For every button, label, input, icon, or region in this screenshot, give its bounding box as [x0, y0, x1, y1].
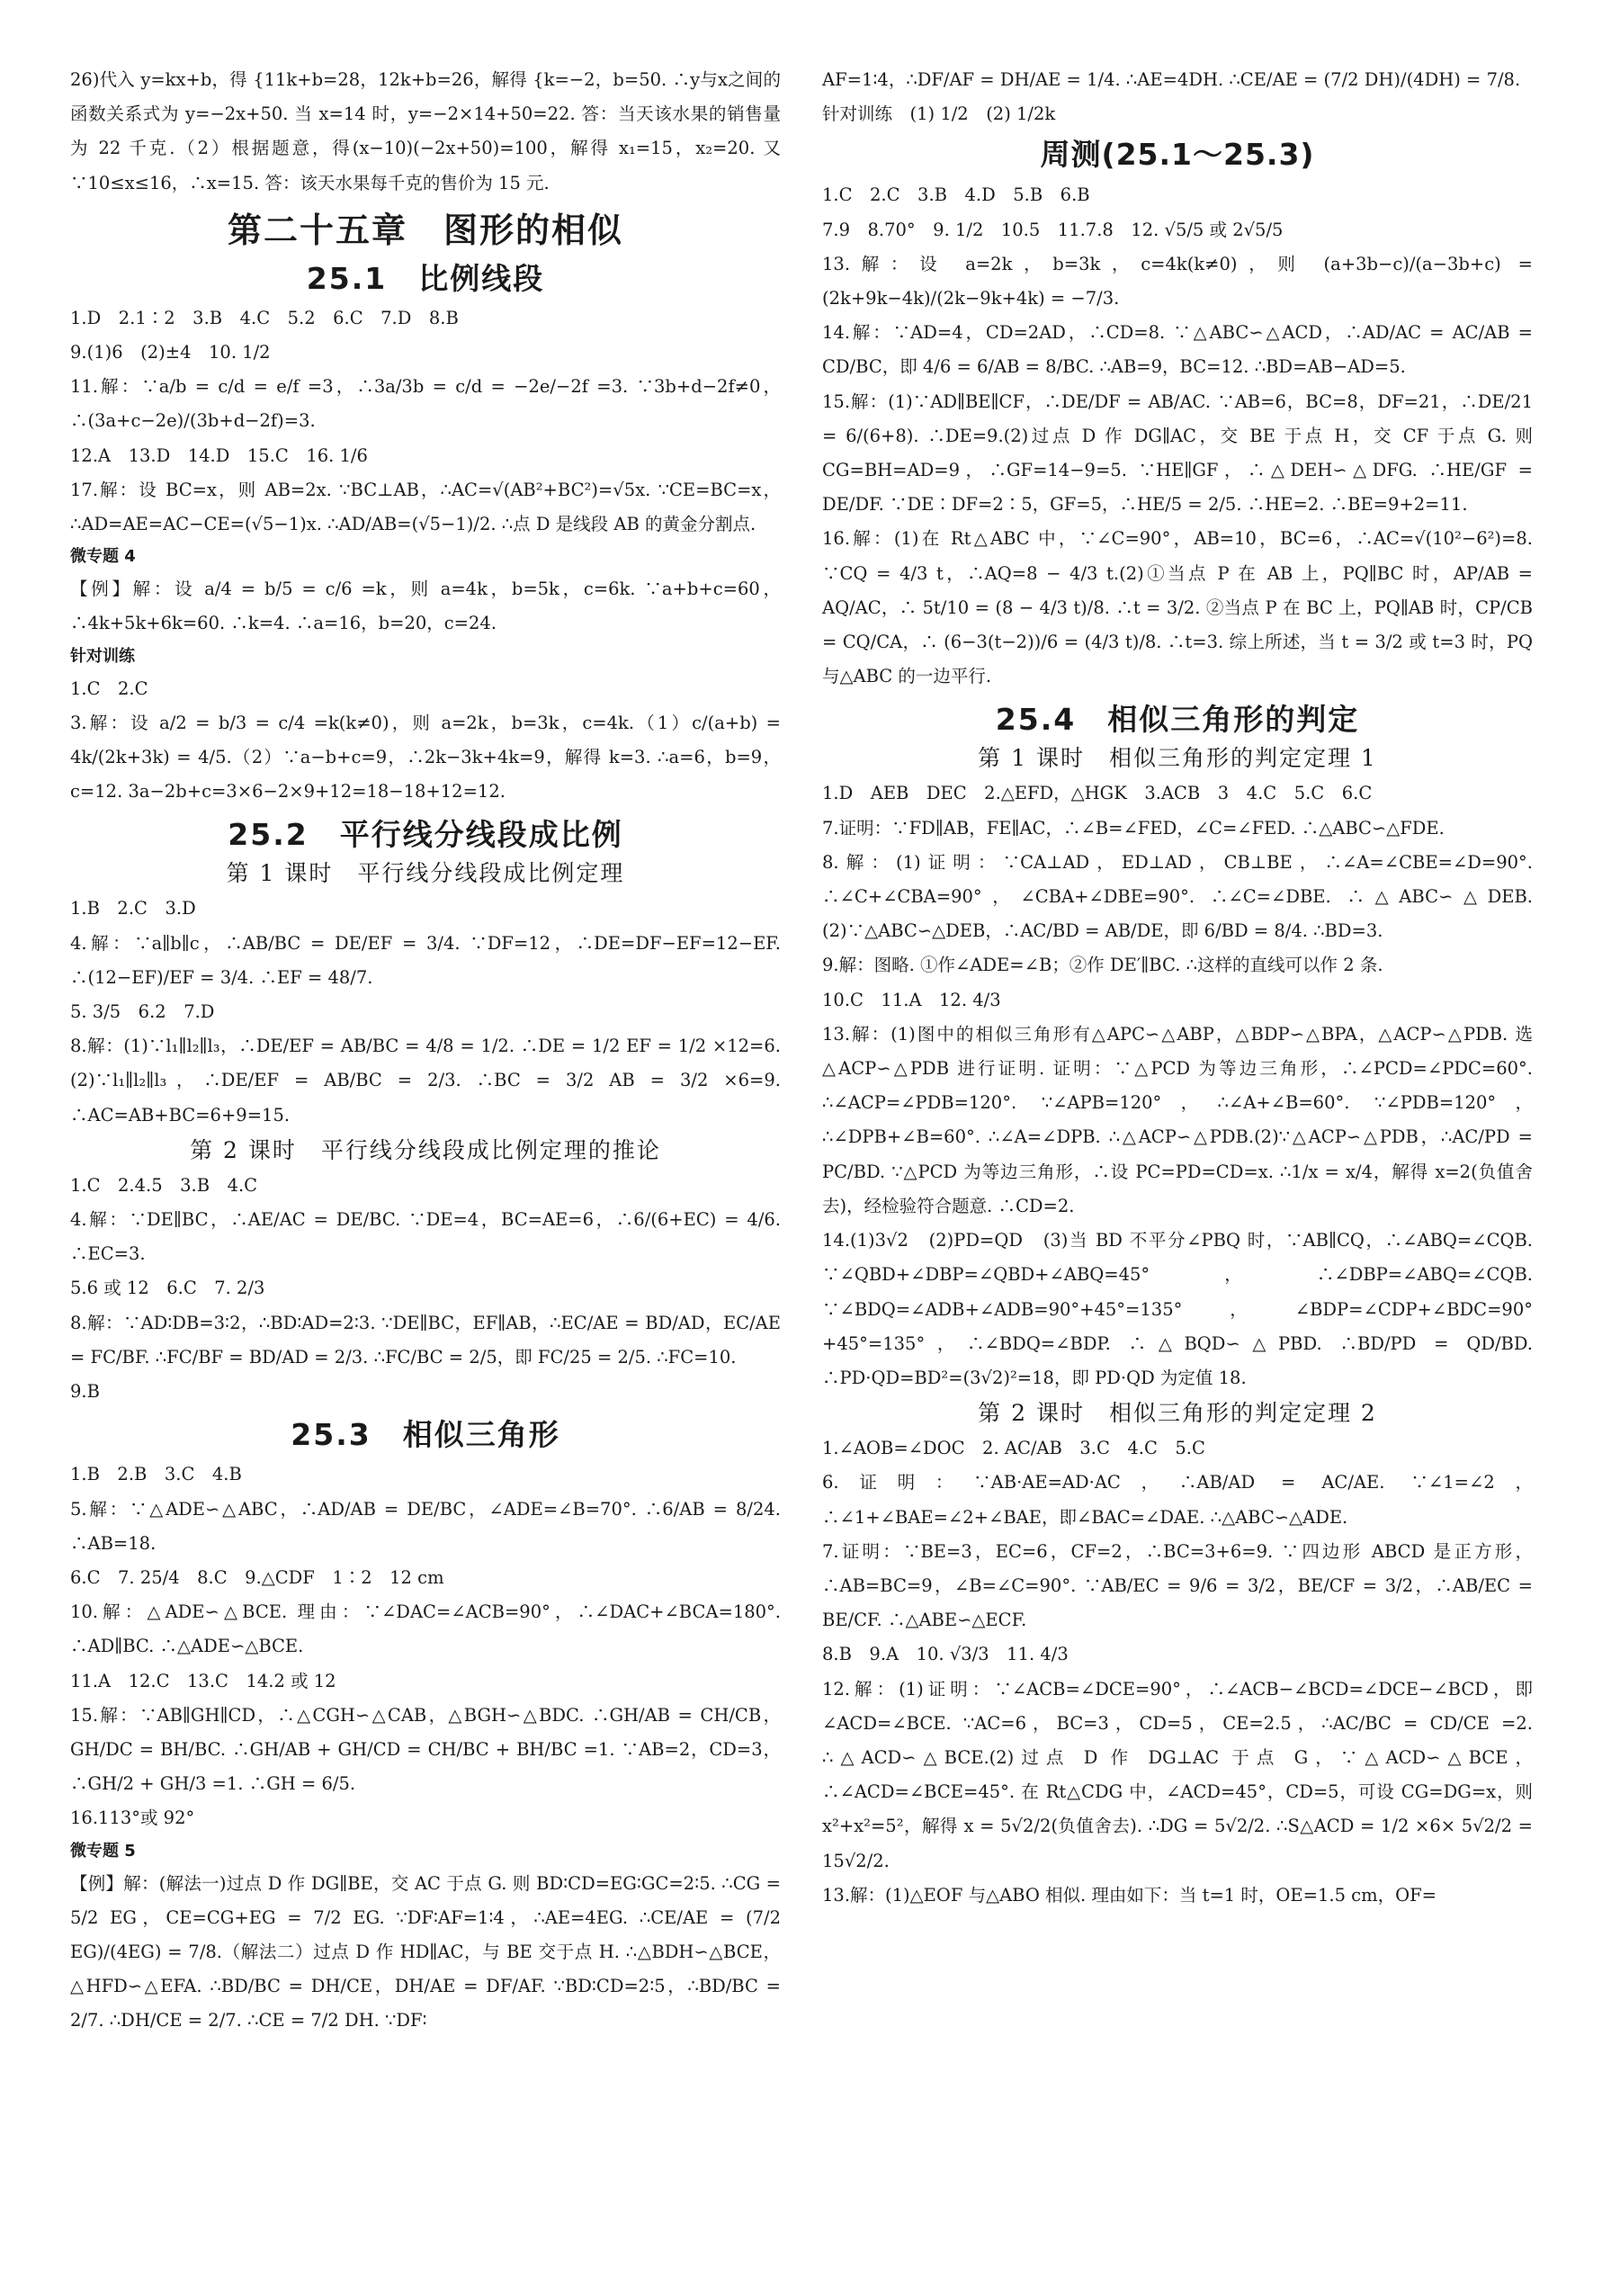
answer-paragraph: 16.113°或 92° — [70, 1807, 195, 1829]
answer-paragraph: 11.解：∵a/b = c/d = e/f =3，∴3a/3b = c/d = −2e/−2f =3. ∵3b+d−2f≠0，∴(3a+c−2e)/(3b+d−2f)=3. — [70, 376, 781, 432]
section-title: 25.3 相似三角形 — [291, 1417, 560, 1453]
answer-paragraph: 10.解：△ADE∽△BCE. 理由：∵∠DAC=∠ACB=90°，∴∠DAC+∠BCA=180°. ∴AD∥BC. ∴△ADE∽△BCE. — [70, 1601, 781, 1657]
section-title: 25.4 相似三角形的判定 — [995, 702, 1360, 738]
answer-paragraph: 12.解：(1)证明：∵∠ACB=∠DCE=90°，∴∠ACB−∠BCD=∠DCE−∠BCD，即∠ACD=∠BCE. ∵AC=6，BC=3，CD=5，CE=2.5，∴AC/BC = CD/CE =2. ∴△ACD∽△BCE.(2)过点 D 作 DG⊥AC 于点 G，∵△ACD∽△BCE，∴∠ACD=∠BCE=45°. 在 Rt△CDG 中，∠ACD=45°，CD=5，可设 CG=DG=x，则 x²+x²=5²，解得 x = 5√2/2(负值舍去). ∴DG = 5√2/2. ∴S△ACD = 1/2 ×6× 5√2/2 = 15√2/2. — [822, 1678, 1533, 1871]
answer-paragraph: 17.解：设 BC=x，则 AB=2x. ∵BC⊥AB，∴AC=√(AB²+BC²)=√5x. ∵CE=BC=x，∴AD=AE=AC−CE=(√5−1)x. ∴AD/AB=(√5−1)/2. ∴点 D 是线段 AB 的黄金分割点. — [70, 479, 781, 535]
answer-paragraph: 1.C 2.C 3.B 4.D 5.B 6.B — [822, 184, 1090, 206]
answer-paragraph: 11.A 12.C 13.C 14.2 或 12 — [70, 1670, 336, 1691]
answer-paragraph: 【例】解：(解法一)过点 D 作 DG∥BE，交 AC 于点 G. 则 BD∶CD=EG∶GC=2∶5. ∴CG = 5/2 EG，CE=CG+EG = 7/2 EG. ∵DF∶AF=1∶4，∴AE=4EG. ∴CE/AE = (7/2 EG)/(4EG) = 7/8.（解法二）过点 D 作 HD∥AC，与 BE 交于点 H. ∴△BDH∽△BCE，△HFD∽△EFA. ∴BD/BC = DH/CE，DH/AE = DF/AF. ∵BD∶CD=2∶5，∴BD/BC = 2/7. ∴DH/CE = 2/7. ∴CE = 7/2 DH. ∵DF∶ — [70, 1872, 781, 2031]
answer-paragraph: 15.解：∵AB∥GH∥CD，∴△CGH∽△CAB，△BGH∽△BDC. ∴GH/AB = CH/CB，GH/DC = BH/BC. ∴GH/AB + GH/CD = CH/BC + BH/BC =1. ∵AB=2，CD=3，∴GH/2 + GH/3 =1. ∴GH = 6/5. — [70, 1704, 781, 1795]
answer-paragraph: 9.(1)6 (2)±4 10. 1/2 — [70, 342, 271, 363]
answer-paragraph: 13.解：设 a=2k，b=3k，c=4k(k≠0)，则 (a+3b−c)/(a−3b+c) = (2k+9k−4k)/(2k−9k+4k) = −7/3. — [822, 253, 1533, 309]
answer-paragraph: 13.解：(1)△EOF 与△ABO 相似. 理由如下：当 t=1 时，OE=1.5 cm，OF= — [822, 1884, 1436, 1906]
answer-paragraph: 8.解：(1)∵l₁∥l₂∥l₃，∴DE/EF = AB/BC = 4/8 = 1/2. ∴DE = 1/2 EF = 1/2 ×12=6.(2)∵l₁∥l₂∥l₃，∴DE/EF = AB/BC = 2/3. ∴BC = 3/2 AB = 3/2 ×6=9. ∴AC=AB+BC=6+9=15. — [70, 1036, 781, 1126]
answer-paragraph: 1.B 2.C 3.D — [70, 898, 196, 919]
answer-paragraph: 8.解：∵AD∶DB=3∶2，∴BD∶AD=2∶3. ∵DE∥BC，EF∥AB，∴EC/AE = BD/AD，EC/AE = FC/BF. ∴FC/BF = BD/AD = 2/3. ∴FC/BC = 2/5，即 FC/25 = 2/5. ∴FC=10. — [70, 1312, 781, 1368]
answer-paragraph: 3.解：设 a/2 = b/3 = c/4 =k(k≠0)，则 a=2k，b=3k，c=4k.（1）c/(a+b) = 4k/(2k+3k) = 4/5.（2）∵a−b+c=9，∴2k−3k+4k=9，解得 k=3. ∴a=6，b=9，c=12. 3a−2b+c=3×6−2×9+12=18−18+12=12. — [70, 712, 781, 803]
answer-paragraph: 12.A 13.D 14.D 15.C 16. 1/6 — [70, 444, 368, 466]
lesson-title: 第 2 课时 相似三角形的判定定理 2 — [978, 1400, 1377, 1427]
answer-paragraph: 5. 3/5 6.2 7.D — [70, 1001, 215, 1023]
answer-paragraph: 7.证明：∵FD∥AB，FE∥AC，∴∠B=∠FED，∠C=∠FED. ∴△ABC∽△FDE. — [822, 817, 1445, 839]
answer-paragraph: 8.B 9.A 10. √3/3 11. 4/3 — [822, 1644, 1069, 1665]
lesson-title: 第 1 课时 相似三角形的判定定理 1 — [978, 745, 1377, 772]
left-column — [70, 63, 781, 2260]
answer-paragraph: 1.C 2.C — [70, 677, 148, 699]
answer-paragraph: AF=1∶4，∴DF/AF = DH/AE = 1/4. ∴AE=4DH. ∴CE/AE = (7/2 DH)/(4DH) = 7/8. — [822, 69, 1521, 90]
chapter-title: 第二十五章 图形的相似 — [227, 210, 623, 250]
subsection-label: 针对训练 — [70, 646, 135, 666]
subsection-label: 微专题 4 — [70, 547, 136, 567]
answer-paragraph: 7.证明：∵BE=3，EC=6，CF=2，∴BC=3+6=9. ∵四边形 ABCD 是正方形，∴AB=BC=9，∠B=∠C=90°. ∵AB/EC = 9/6 = 3/2，BE/CF = 3/2，∴AB/EC = BE/CF. ∴△ABE∽△ECF. — [822, 1540, 1533, 1631]
answer-paragraph: 6.C 7. 25/4 8.C 9.△CDF 1∶2 12 cm — [70, 1566, 444, 1588]
right-column — [822, 63, 1533, 2260]
answer-paragraph: 10.C 11.A 12. 4/3 — [822, 989, 1001, 1010]
answer-paragraph: 8.解：(1)证明：∵CA⊥AD，ED⊥AD，CB⊥BE，∴∠A=∠CBE=∠D=90°. ∴∠C+∠CBA=90°，∠CBA+∠DBE=90°. ∴∠C=∠DBE. ∴△ABC∽△DEB.(2)∵△ABC∽△DEB，∴AC/BD = AB/DE，即 6/BD = 8/4. ∴BD=3. — [822, 851, 1533, 942]
answer-paragraph: 7.9 8.70° 9. 1/2 10.5 11.7.8 12. √5/5 或 2√5/5 — [822, 219, 1284, 240]
answer-paragraph: 1.B 2.B 3.C 4.B — [70, 1464, 242, 1485]
answer-paragraph: 1.D 2.1∶2 3.B 4.C 5.2 6.C 7.D 8.B — [70, 307, 459, 328]
answer-paragraph: 4.解：∵DE∥BC，∴AE/AC = DE/BC. ∵DE=4，BC=AE=6，∴6/(6+EC) = 4/6. ∴EC=3. — [70, 1209, 781, 1265]
answer-paragraph: 1.∠AOB=∠DOC 2. AC/AB 3.C 4.C 5.C — [822, 1438, 1205, 1459]
answer-paragraph: 针对训练 (1) 1/2 (2) 1/2k — [822, 103, 1056, 125]
answer-paragraph: 15.解：(1)∵AD∥BE∥CF，∴DE/DF = AB/AC. ∵AB=6，BC=8，DF=21，∴DE/21 = 6/(6+8). ∴DE=9.(2)过点 D 作 DG∥AC，交 BE 于点 H，交 CF 于点 G. 则 CG=BH=AD=9，∴GF=14−9=5. ∵HE∥GF，∴△DEH∽△DFG. ∴HE/GF = DE/DF. ∵DE∶DF=2∶5，GF=5，∴HE/5 = 2/5. ∴HE=2. ∴BE=9+2=11. — [822, 390, 1533, 516]
answer-paragraph: 14.(1)3√2 (2)PD=QD (3)当 BD 不平分∠PBQ 时，∵AB∥CQ，∴∠ABQ=∠CQB. ∵∠QBD+∠DBP=∠QBD+∠ABQ=45°，∴∠DBP=∠ABQ=∠CQB. ∵∠BDQ=∠ADB+∠ADB=90°+45°=135°，∠BDP=∠CDP+∠BDC=90°+45°=135°，∴∠BDQ=∠BDP. ∴△BQD∽△PBD. ∴BD/PD = QD/BD. ∴PD·QD=BD²=(3√2)²=18，即 PD·QD 为定值 18. — [822, 1230, 1533, 1388]
answer-paragraph: 16.解：(1)在 Rt△ABC 中，∵∠C=90°，AB=10，BC=6，∴AC=√(10²−6²)=8. ∵CQ = 4/3 t，∴AQ=8 − 4/3 t.(2)①当点 P 在 AB 上，PQ∥BC 时，AP/AB = AQ/AC，∴ 5t/10 = (8 − 4/3 t)/8. ∴t = 3/2. ②当点 P 在 BC 上，PQ∥AB 时，CP/CB = CQ/CA，∴ (6−3(t−2))/6 = (4/3 t)/8. ∴t=3. 综上所述，当 t = 3/2 或 t=3 时，PQ 与△ABC 的一边平行. — [822, 528, 1533, 687]
subsection-label: 微专题 5 — [70, 1841, 136, 1861]
lesson-title: 第 1 课时 平行线分线段成比例定理 — [226, 860, 625, 887]
answer-paragraph: 【例】解：设 a/4 = b/5 = c/6 =k，则 a=4k，b=5k，c=6k. ∵a+b+c=60，∴4k+5k+6k=60. ∴k=4. ∴a=16，b=20，c=24. — [70, 578, 781, 634]
two-column-layout — [70, 63, 1566, 2260]
answer-paragraph: 1.D AEB DEC 2.△EFD，△HGK 3.ACB 3 4.C 5.C 6.C — [822, 783, 1373, 804]
section-title: 25.1 比例线段 — [306, 260, 545, 296]
answer-paragraph: 13.解：(1)图中的相似三角形有△APC∽△ABP，△BDP∽△BPA，△ACP∽△PDB. 选△ACP∽△PDB 进行证明. 证明：∵△PCD 为等边三角形，∴∠PCD=∠PDC=60°. ∴∠ACP=∠PDB=120°. ∵∠APB=120°，∴∠A+∠B=60°. ∵∠PDB=120°，∴∠DPB+∠B=60°. ∴∠A=∠DPB. ∴△ACP∽△PDB.(2)∵△ACP∽△PDB，∴AC/PD = PC/BD. ∵△PCD 为等边三角形，∴设 PC=PD=CD=x. ∴1/x = x/4，解得 x=2(负值舍去)，经检验符合题意. ∴CD=2. — [822, 1023, 1533, 1216]
answer-paragraph: 6.证明：∵AB·AE=AD·AC，∴AB/AD = AC/AE. ∵∠1=∠2，∴∠1+∠BAE=∠2+∠BAE，即∠BAC=∠DAE. ∴△ABC∽△ADE. — [822, 1472, 1533, 1528]
answer-paragraph: 14.解：∵AD=4，CD=2AD，∴CD=8. ∵△ABC∽△ACD，∴AD/AC = AC/AB = CD/BC，即 4/6 = 6/AB = 8/BC. ∴AB=9，BC=12. ∴BD=AB−AD=5. — [822, 322, 1533, 378]
section-title: 25.2 平行线分线段成比例 — [228, 817, 623, 853]
answer-paragraph: 26)代入 y=kx+b，得 {11k+b=28，12k+b=26，解得 {k=−2，b=50. ∴y与x之间的函数关系式为 y=−2x+50. 当 x=14 时，y=−2×14+50=22. 答：当天该水果的销售量为 22 千克.（2）根据题意，得(x−10)(−2x+50)=100，解得 x₁=15，x₂=20. 又∵10≤x≤16，∴x=15. 答：该天水果每千克的售价为 15 元. — [70, 69, 781, 193]
answer-paragraph: 9.B — [70, 1381, 100, 1403]
answer-paragraph: 5.6 或 12 6.C 7. 2/3 — [70, 1278, 265, 1299]
answer-paragraph: 5.解：∵△ADE∽△ABC，∴AD/AB = DE/BC，∠ADE=∠B=70°. ∴6/AB = 8/24. ∴AB=18. — [70, 1498, 781, 1554]
lesson-title: 第 2 课时 平行线分线段成比例定理的推论 — [190, 1136, 661, 1163]
answer-paragraph: 9.解：图略. ①作∠ADE=∠B；②作 DE′∥BC. ∴这样的直线可以作 2 条. — [822, 955, 1383, 976]
answer-paragraph: 4.解：∵a∥b∥c，∴AB/BC = DE/EF = 3/4. ∵DF=12，∴DE=DF−EF=12−EF. ∴(12−EF)/EF = 3/4. ∴EF = 48/7. — [70, 932, 781, 988]
weekly-test-title: 周测(25.1～25.3) — [1040, 137, 1315, 173]
answer-paragraph: 1.C 2.4.5 3.B 4.C — [70, 1174, 258, 1196]
